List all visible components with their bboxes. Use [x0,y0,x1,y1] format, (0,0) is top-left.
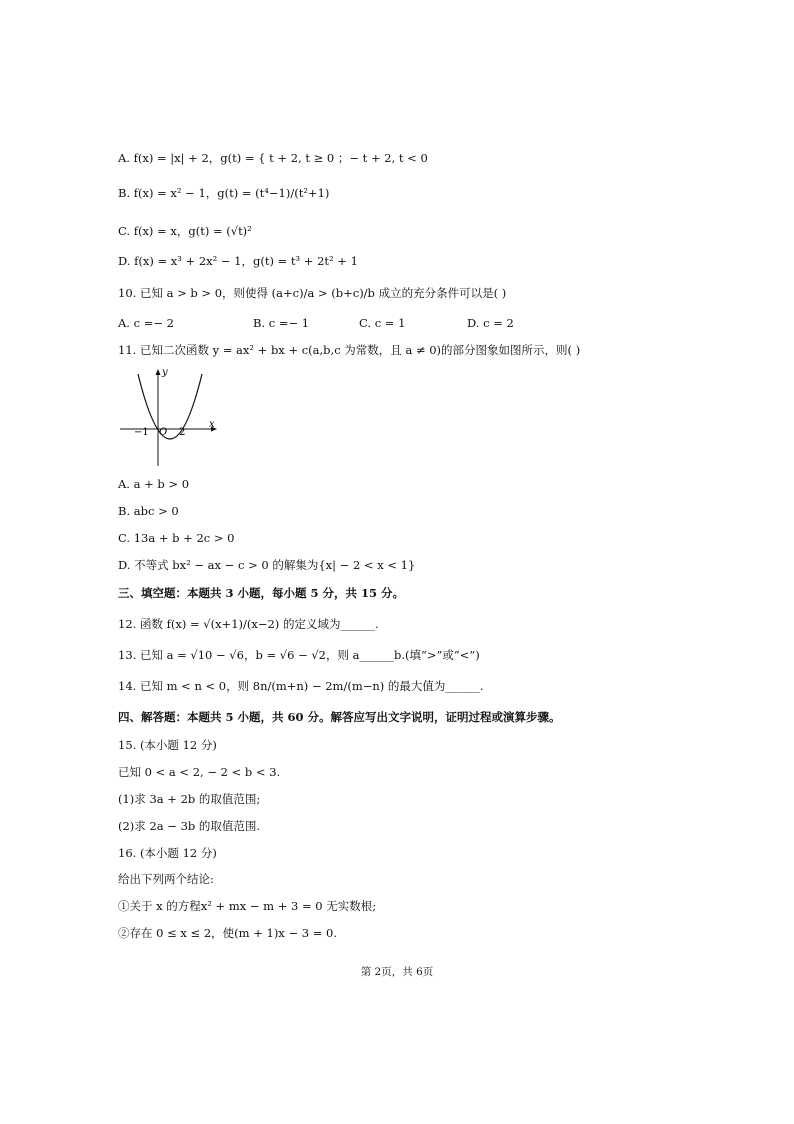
q11-option-b: B. abc > 0 [118,504,179,518]
q15-title: 15. (本小题 12 分) [118,738,217,752]
section-4-heading: 四、解答题：本题共 5 小题，共 60 分。解答应写出文字说明，证明过程或演算步骤。 [118,710,561,724]
q9-option-b: B. f(x) = x² − 1，g(t) = (t⁴−1)/(t²+1) [118,186,330,200]
page-footer: 第 2页，共 6页 [360,966,434,978]
q11-option-d: D. 不等式 bx² − ax − c > 0 的解集为{x| − 2 < x < 1} [118,558,416,572]
x-axis-label: x [209,419,215,430]
q16-conclusion-1: ①关于 x 的方程x² + mx − m + 3 = 0 无实数根; [118,899,377,913]
section-3-heading: 三、填空题：本题共 3 小题，每小题 5 分，共 15 分。 [118,586,405,600]
q10-option-c: C. c = 1 [359,316,406,330]
q9-option-c: C. f(x) = x，g(t) = (√t)² [118,224,252,238]
q9-option-a: A. f(x) = |x| + 2，g(t) = { t + 2, t ≥ 0 ；− t + 2, t < 0 [118,151,428,165]
q15-part-1: (1)求 3a + 2b 的取值范围; [118,792,261,806]
y-axis-label: y [162,367,168,378]
q10-option-b: B. c =− 1 [253,316,310,330]
q10-option-d: D. c = 2 [467,316,514,330]
q15-part-2: (2)求 2a − 3b 的取值范围. [118,819,261,833]
parabola-graph [118,366,220,470]
q16-title: 16. (本小题 12 分) [118,846,217,860]
q11-option-a: A. a + b > 0 [118,477,190,491]
q11-stem: 11. 已知二次函数 y = ax² + bx + c(a,b,c 为常数，且 a ≠ 0)的部分图象如图所示，则( ) [118,343,581,357]
q11-option-c: C. 13a + b + 2c > 0 [118,531,235,545]
q9-option-d: D. f(x) = x³ + 2x² − 1，g(t) = t³ + 2t² + 1 [118,254,358,268]
q10-stem: 10. 已知 a > b > 0，则使得 (a+c)/a > (b+c)/b 成立的充分条件可以是( ) [118,286,507,300]
y-axis-arrow [156,369,161,375]
q12: 12. 函数 f(x) = √(x+1)/(x−2) 的定义域为______. [118,617,379,631]
q14: 14. 已知 m < n < 0，则 8n/(m+n) − 2m/(m−n) 的最大值为______. [118,679,484,693]
tick-label-2: 2 [179,427,186,438]
origin-label: O [159,427,168,438]
q13: 13. 已知 a = √10 − √6，b = √6 − √2，则 a______b.(填“>”或“<”) [118,648,480,662]
q15-given: 已知 0 < a < 2, − 2 < b < 3. [118,765,281,779]
q16-conclusion-2: ②存在 0 ≤ x ≤ 2，使(m + 1)x − 3 = 0. [118,926,337,940]
q16-given: 给出下列两个结论: [118,872,214,886]
tick-label-neg1: −1 [134,427,149,438]
q10-option-a: A. c =− 2 [118,316,174,330]
